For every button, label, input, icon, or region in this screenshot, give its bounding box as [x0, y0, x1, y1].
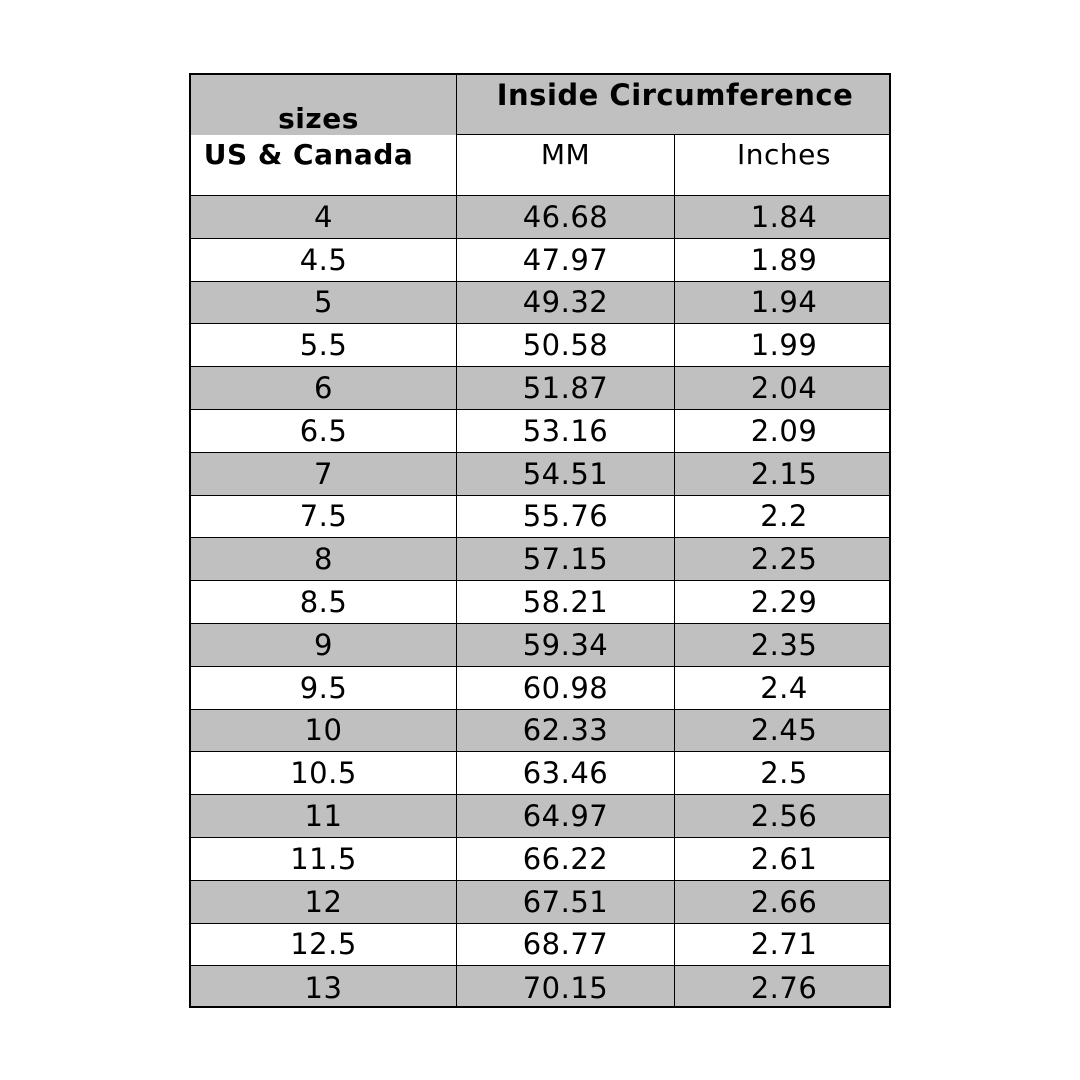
header-mm: MM	[457, 135, 675, 196]
cell-mm: 62.33	[457, 710, 675, 753]
cell-size: 10	[191, 710, 457, 753]
cell-mm: 59.34	[457, 624, 675, 667]
cell-size: 11.5	[191, 838, 457, 881]
cell-inches: 1.94	[675, 282, 891, 325]
cell-inches: 1.89	[675, 239, 891, 282]
cell-inches: 2.5	[675, 752, 891, 795]
cell-inches: 2.09	[675, 410, 891, 453]
header-inches: Inches	[675, 135, 891, 196]
cell-inches: 2.61	[675, 838, 891, 881]
cell-mm: 57.15	[457, 538, 675, 581]
cell-inches: 2.15	[675, 453, 891, 496]
cell-mm: 46.68	[457, 196, 675, 239]
cell-inches: 2.4	[675, 667, 891, 710]
cell-mm: 64.97	[457, 795, 675, 838]
cell-mm: 63.46	[457, 752, 675, 795]
cell-mm: 47.97	[457, 239, 675, 282]
cell-size: 4	[191, 196, 457, 239]
cell-inches: 2.35	[675, 624, 891, 667]
cell-mm: 49.32	[457, 282, 675, 325]
header-inside-circumference: Inside Circumference	[457, 75, 891, 135]
cell-inches: 1.99	[675, 324, 891, 367]
cell-size: 8	[191, 538, 457, 581]
cell-mm: 51.87	[457, 367, 675, 410]
cell-inches: 2.66	[675, 881, 891, 924]
cell-size: 12.5	[191, 924, 457, 967]
cell-size: 5.5	[191, 324, 457, 367]
cell-mm: 55.76	[457, 496, 675, 539]
cell-inches: 1.84	[675, 196, 891, 239]
cell-size: 10.5	[191, 752, 457, 795]
cell-inches: 2.29	[675, 581, 891, 624]
cell-mm: 53.16	[457, 410, 675, 453]
cell-size: 5	[191, 282, 457, 325]
cell-size: 11	[191, 795, 457, 838]
cell-mm: 68.77	[457, 924, 675, 967]
cell-mm: 66.22	[457, 838, 675, 881]
header-sizes-label: sizes	[191, 75, 457, 135]
cell-inches: 2.04	[675, 367, 891, 410]
cell-size: 9.5	[191, 667, 457, 710]
cell-size: 7	[191, 453, 457, 496]
cell-inches: 2.56	[675, 795, 891, 838]
cell-mm: 50.58	[457, 324, 675, 367]
cell-size: 6.5	[191, 410, 457, 453]
ring-size-table	[189, 73, 891, 1008]
cell-size: 8.5	[191, 581, 457, 624]
cell-size: 7.5	[191, 496, 457, 539]
cell-size: 9	[191, 624, 457, 667]
cell-mm: 67.51	[457, 881, 675, 924]
cell-inches: 2.45	[675, 710, 891, 753]
cell-size: 4.5	[191, 239, 457, 282]
cell-inches: 2.76	[675, 966, 891, 1008]
cell-inches: 2.2	[675, 496, 891, 539]
cell-size: 6	[191, 367, 457, 410]
cell-mm: 70.15	[457, 966, 675, 1008]
cell-mm: 60.98	[457, 667, 675, 710]
cell-size: 13	[191, 966, 457, 1008]
cell-mm: 54.51	[457, 453, 675, 496]
cell-inches: 2.71	[675, 924, 891, 967]
cell-mm: 58.21	[457, 581, 675, 624]
cell-inches: 2.25	[675, 538, 891, 581]
header-region-label: US & Canada	[191, 135, 457, 196]
cell-size: 12	[191, 881, 457, 924]
